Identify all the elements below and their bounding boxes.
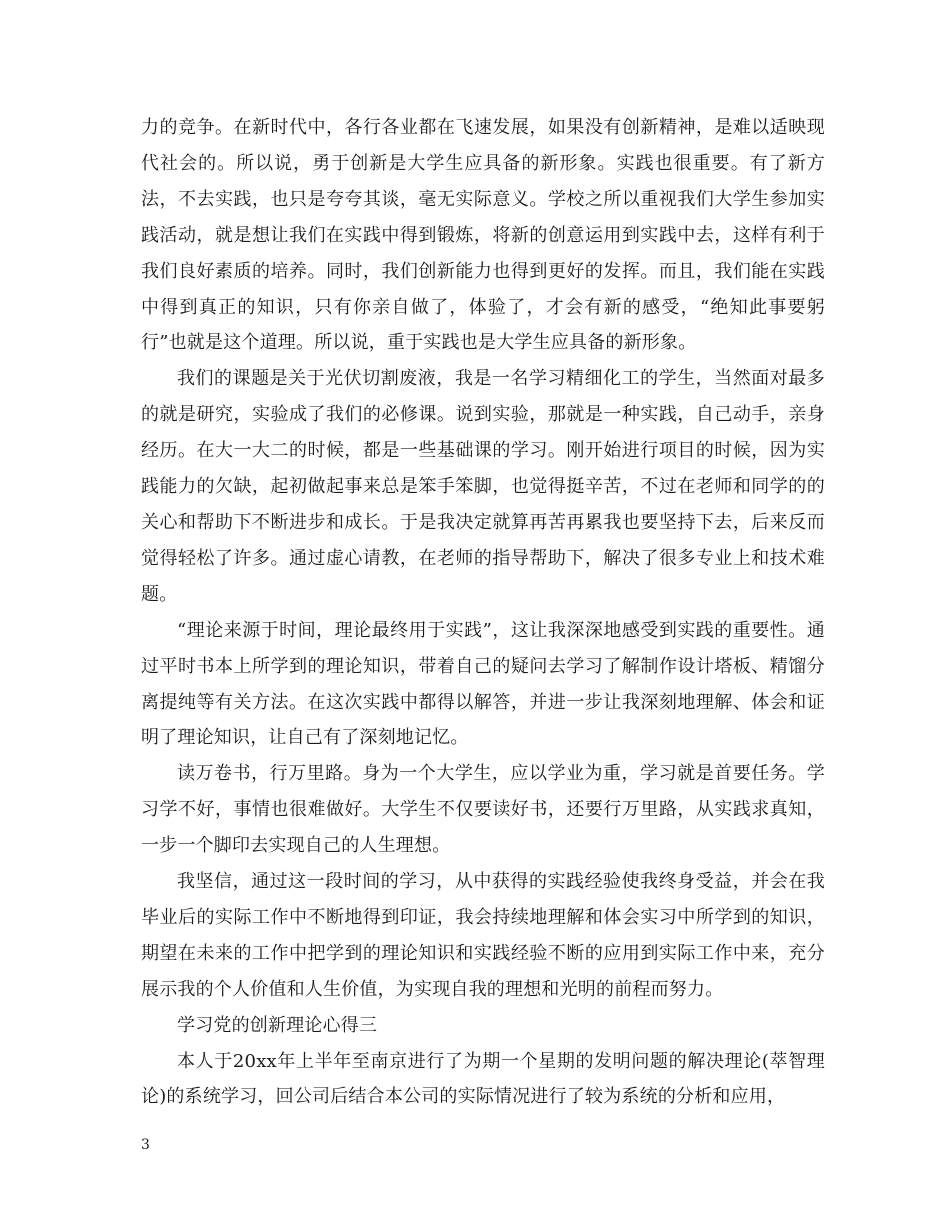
paragraph-research-experience: 我们的课题是关于光伏切割废液，我是一名学习精细化工的学生，当然面对最多的就是研究，实验成了我们的必修课。说到实验，那就是一种实践，自己动手，亲身经历。在大一大二的时候，都是一些基础课的学习。刚开始进行项目的时候，因为实践能力的欠缺，起初做起事来总是笨手笨脚，也觉得挺辛苦，不过在老师和同学的的关心和帮助下不断进步和成长。于是我决定就算再苦再累我也要坚持下去，后来反而觉得轻松了许多。通过虚心请教，在老师的指导帮助下，解决了很多专业上和技术难题。 xyxy=(141,368,825,605)
page-number: 3 xyxy=(141,1137,150,1153)
document-body xyxy=(141,110,825,1115)
paragraph-theory-practice: “理论来源于时间，理论最终用于实践”，这让我深深地感受到实践的重要性。通过平时书本上所学到的理论知识，带着自己的疑问去学习了解制作设计塔板、精馏分离提纯等有关方法。在这次实践中都得以解答，并进一步让我深刻地理解、体会和证明了理论知识，让自己有了深刻地记忆。 xyxy=(141,619,825,749)
paragraph-conviction: 我坚信，通过这一段时间的学习，从中获得的实践经验使我终身受益，并会在我毕业后的实际工作中不断地得到印证，我会持续地理解和体会实习中所学到的知识，期望在未来的工作中把学到的理论知识和实践经验不断的应用到实际工作中来，充分展示我的个人价值和人生价值，为实现自我的理想和光明的前程而努力。 xyxy=(141,871,825,1000)
paragraph-continuation: 力的竞争。在新时代中，各行各业都在飞速发展，如果没有创新精神，是难以适映现代社会的。所以说，勇于创新是大学生应具备的新形象。实践也很重要。有了新方法，不去实践，也只是夸夸其谈，毫无实际意义。学校之所以重视我们大学生参加实践活动，就是想让我们在实践中得到锻炼，将新的创意运用到实践中去，这样有利于我们良好素质的培养。同时，我们创新能力也得到更好的发挥。而且，我们能在实践中得到真正的知识，只有你亲自做了，体验了，才会有新的感受，“绝知此事要躬行”也就是这个道理。所以说，重于实践也是大学生应具备的新形象。 xyxy=(141,117,825,354)
paragraph-study-priority: 读万卷书，行万里路。身为一个大学生，应以学业为重，学习就是首要任务。学习学不好，事情也很难做好。大学生不仅要读好书，还要行万里路，从实践求真知，一步一个脚印去实现自己的人生理想。 xyxy=(141,763,825,857)
section-heading: 学习党的创新理论心得三 xyxy=(177,1014,378,1036)
paragraph-triz-study: 本人于20xx年上半年至南京进行了为期一个星期的发明问题的解决理论(萃智理论)的系统学习，回公司后结合本公司的实际情况进行了较为系统的分析和应用， xyxy=(141,1050,825,1108)
